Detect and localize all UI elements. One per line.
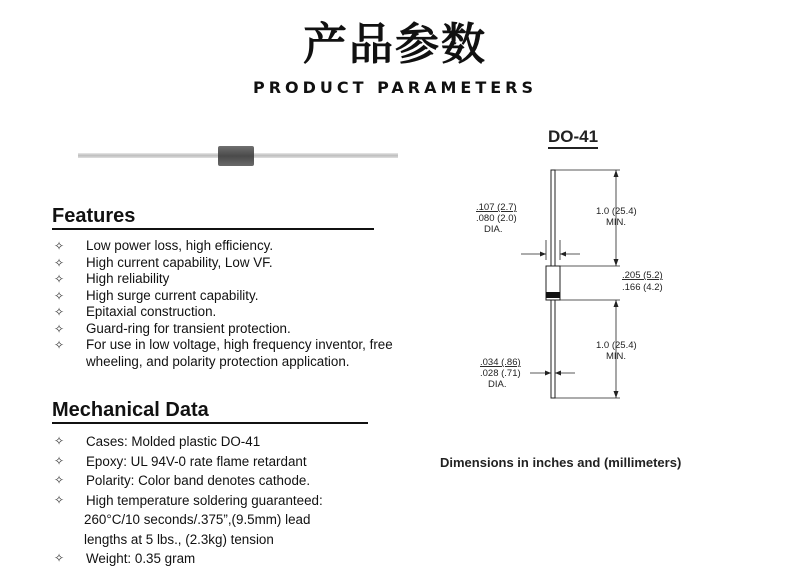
bullet-icon: ✧ bbox=[53, 453, 65, 468]
list-item: ✧ For use in low voltage, high frequency inventor, free wheeling, and polarity protection application. bbox=[53, 337, 393, 369]
diode-body bbox=[218, 146, 254, 166]
features-heading: Features bbox=[52, 204, 374, 230]
dimensions-caption: Dimensions in inches and (millimeters) bbox=[440, 455, 682, 470]
drawing-top-lead bbox=[551, 170, 555, 266]
bullet-icon: ✧ bbox=[53, 305, 65, 319]
bullet-icon: ✧ bbox=[53, 338, 65, 352]
features-list bbox=[52, 238, 402, 370]
top-lead-min-label: MIN. bbox=[606, 217, 627, 228]
bullet-icon: ✧ bbox=[53, 551, 65, 565]
bottom-lead-min-label: MIN. bbox=[606, 351, 627, 362]
body-dia-max-label: .107 (2.7) bbox=[476, 202, 517, 213]
list-item: ✧ Epitaxial construction. bbox=[53, 304, 217, 319]
list-item: ✧ High temperature soldering guaranteed: bbox=[52, 491, 412, 511]
wire-dia-max-label: .034 (.86) bbox=[480, 357, 521, 368]
list-item: ✧ Low power loss, high efficiency. bbox=[53, 238, 274, 253]
mechanical-data-heading: Mechanical Data bbox=[52, 398, 368, 424]
body-dia-dia-label: DIA. bbox=[484, 224, 503, 235]
bullet-icon: ✧ bbox=[53, 321, 65, 336]
bullet-icon: ✧ bbox=[53, 288, 65, 303]
list-item-continuation: 260°C/10 seconds/.375”,(9.5mm) lead bbox=[84, 512, 311, 527]
mechanical-data-list bbox=[52, 432, 412, 569]
page-title-en: PRODUCT PARAMETERS bbox=[252, 78, 538, 97]
body-length-max-label: .205 (5.2) bbox=[622, 270, 663, 281]
page-title-cn: 产品参数 bbox=[303, 19, 487, 70]
drawing-bottom-lead bbox=[551, 300, 555, 398]
list-item-continuation: lengths at 5 lbs., (2.3kg) tension bbox=[84, 531, 274, 547]
list-item: ✧ Epoxy: UL 94V-0 rate flame retardant bbox=[52, 452, 412, 472]
bullet-icon: ✧ bbox=[53, 239, 65, 253]
body-dia-min-label: .080 (2.0) bbox=[476, 213, 517, 224]
list-item: ✧ Guard-ring for transient protection. bbox=[53, 320, 291, 336]
list-item: ✧ High reliability bbox=[53, 271, 170, 286]
list-item: ✧ Weight: 0.35 gram bbox=[52, 549, 412, 569]
bullet-icon: ✧ bbox=[53, 255, 65, 270]
wire-dia-dia-label: DIA. bbox=[488, 379, 507, 390]
drawing-cathode-band bbox=[546, 292, 560, 298]
package-title: DO-41 bbox=[548, 127, 598, 149]
list-item: ✧ Cases: Molded plastic DO-41 bbox=[52, 432, 412, 452]
dimension-drawing bbox=[440, 120, 700, 410]
top-lead-length-label: 1.0 (25.4) bbox=[596, 206, 637, 217]
bullet-icon: ✧ bbox=[53, 434, 65, 448]
list-item: ✧ Polarity: Color band denotes cathode. bbox=[52, 471, 412, 491]
list-item: ✧ High surge current capability. bbox=[53, 287, 259, 303]
list-item: ✧ High current capability, Low VF. bbox=[53, 254, 273, 270]
body-length-min-label: .166 (4.2) bbox=[622, 282, 663, 293]
bullet-icon: ✧ bbox=[53, 492, 65, 507]
diode-product-image bbox=[78, 140, 398, 172]
wire-dia-min-label: .028 (.71) bbox=[480, 368, 521, 379]
bottom-lead-length-label: 1.0 (25.4) bbox=[596, 340, 637, 351]
bullet-icon: ✧ bbox=[53, 473, 65, 487]
bullet-icon: ✧ bbox=[53, 272, 65, 286]
